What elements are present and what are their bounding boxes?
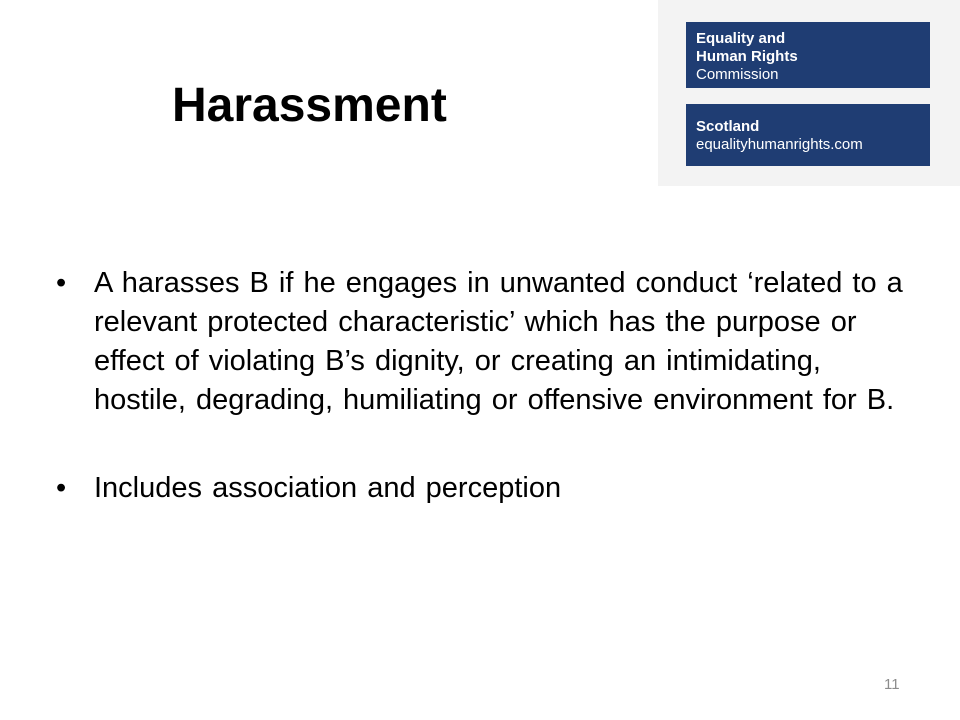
- page-number: 11: [884, 676, 900, 693]
- commission-logo: [686, 22, 930, 88]
- bullet-icon: •: [56, 267, 67, 299]
- bullet-list: [56, 264, 916, 508]
- bullet-text-definition: A harasses B if he engages in unwanted conduct ‘related to a relevant protected characteristic’ which has the purpose or effect of violating B’s dignity, or creating an intimidating, hostile, degrading, humiliating or offensive environment for B.: [94, 267, 903, 416]
- bullet-item-association: [56, 469, 916, 508]
- slide-title: Harassment: [172, 79, 447, 132]
- logo-line-3: Commission: [696, 66, 779, 83]
- logo-line-2: Human Rights: [696, 48, 798, 65]
- bullet-icon: •: [56, 472, 67, 504]
- logo-website: equalityhumanrights.com: [696, 136, 863, 153]
- scotland-logo: [686, 104, 930, 166]
- logo-scotland-label: Scotland: [696, 118, 760, 135]
- bullet-item-definition: [56, 264, 916, 420]
- logo-line-1: Equality and: [696, 30, 786, 47]
- bullet-text-association: Includes association and perception: [94, 472, 562, 504]
